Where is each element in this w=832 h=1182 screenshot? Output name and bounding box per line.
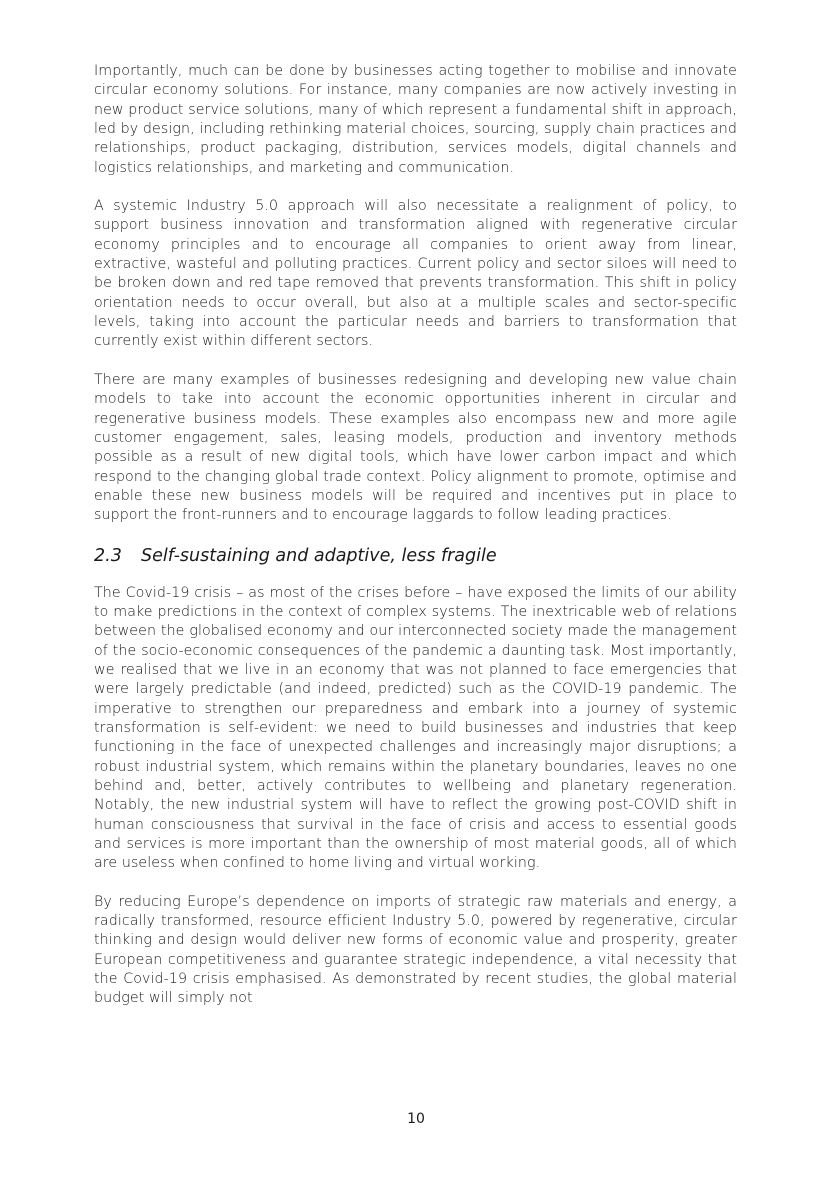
document-page	[94, 62, 737, 1028]
section-title: Self-sustaining and adaptive, less fragile	[141, 545, 497, 566]
paragraph-policy-realignment: A systemic Industry 5.0 approach will also necessitate a realignment of policy, to support business innovation and transformation aligned with regenerative circular economy principles and to encourage all companies to orient away from linear, extractive, wasteful and polluting practices. Current policy and sector siloes will need to be broken down and red tape removed that prevents transformation. This shift in policy orientation needs to occur overall, but also at a multiple scales and sector-specific levels, taking into account the particular needs and barriers to transformation that currently exist within different sectors.	[94, 198, 737, 350]
paragraph-business-examples: There are many examples of businesses redesigning and developing new value chain models to take into account the economic opportunities inherent in circular and regenerative business models. These examples also encompass new and more agile customer engagement, sales, leasing models, production and inventory methods possible as a result of new digital tools, which have lower carbon impact and which respond to the changing global trade context. Policy alignment to promote, optimise and enable these new business models will be required and incentives put in place to support the front-runners and to encourage laggards to follow leading practices.	[94, 371, 737, 524]
paragraph-covid-crisis: The Covid-19 crisis – as most of the crises before – have exposed the limits of our ability to make predictions in the context of complex systems. The inextricable web of relations between the globalised economy and our interconnected society made the management of the socio-economic consequences of the pandemic a daunting task. Most importantly, we realised that we live in an economy that was not planned to face emergencies that were largely predictable (and indeed, predicted) such as the COVID-19 pandemic. The imperative to strengthen our preparedness and embark into a journey of systemic transformation is self-evident: we need to build businesses and industries that keep functioning in the face of unexpected challenges and increasingly major disruptions; a robust industrial system, which remains within the planetary boundaries, leaves no one behind and, better, actively contributes to wellbeing and planetary regeneration. Notably, the new industrial system will have to reflect the growing post-COVID shift in human consciousness that survival in the face of crisis and access to essential goods and services is more important than the ownership of most material goods, all of which are useless when confined to home living and virtual working.	[94, 584, 737, 872]
paragraph-circular-solutions: Importantly, much can be done by businesses acting together to mobilise and innovate circular economy solutions. For instance, many companies are now actively investing in new product service solutions, many of which represent a fundamental shift in approach, led by design, including rethinking material choices, sourcing, supply chain practices and relationships, product packaging, distribution, services models, digital channels and logistics relationships, and marketing and communication.	[94, 63, 737, 176]
page-number: 10	[407, 1111, 425, 1127]
paragraph-europe-dependence: By reducing Europe’s dependence on imports of strategic raw materials and energy, a radically transformed, resource efficient Industry 5.0, powered by regenerative, circular thinking and design would deliver new forms of economic value and prosperity, greater European competitiveness and guarantee strategic independence, a vital necessity that the Covid-19 crisis emphasised. As demonstrated by recent studies, the global material budget will simply not	[94, 893, 737, 1007]
section-heading	[94, 545, 737, 567]
section-number: 2.3	[94, 545, 122, 566]
